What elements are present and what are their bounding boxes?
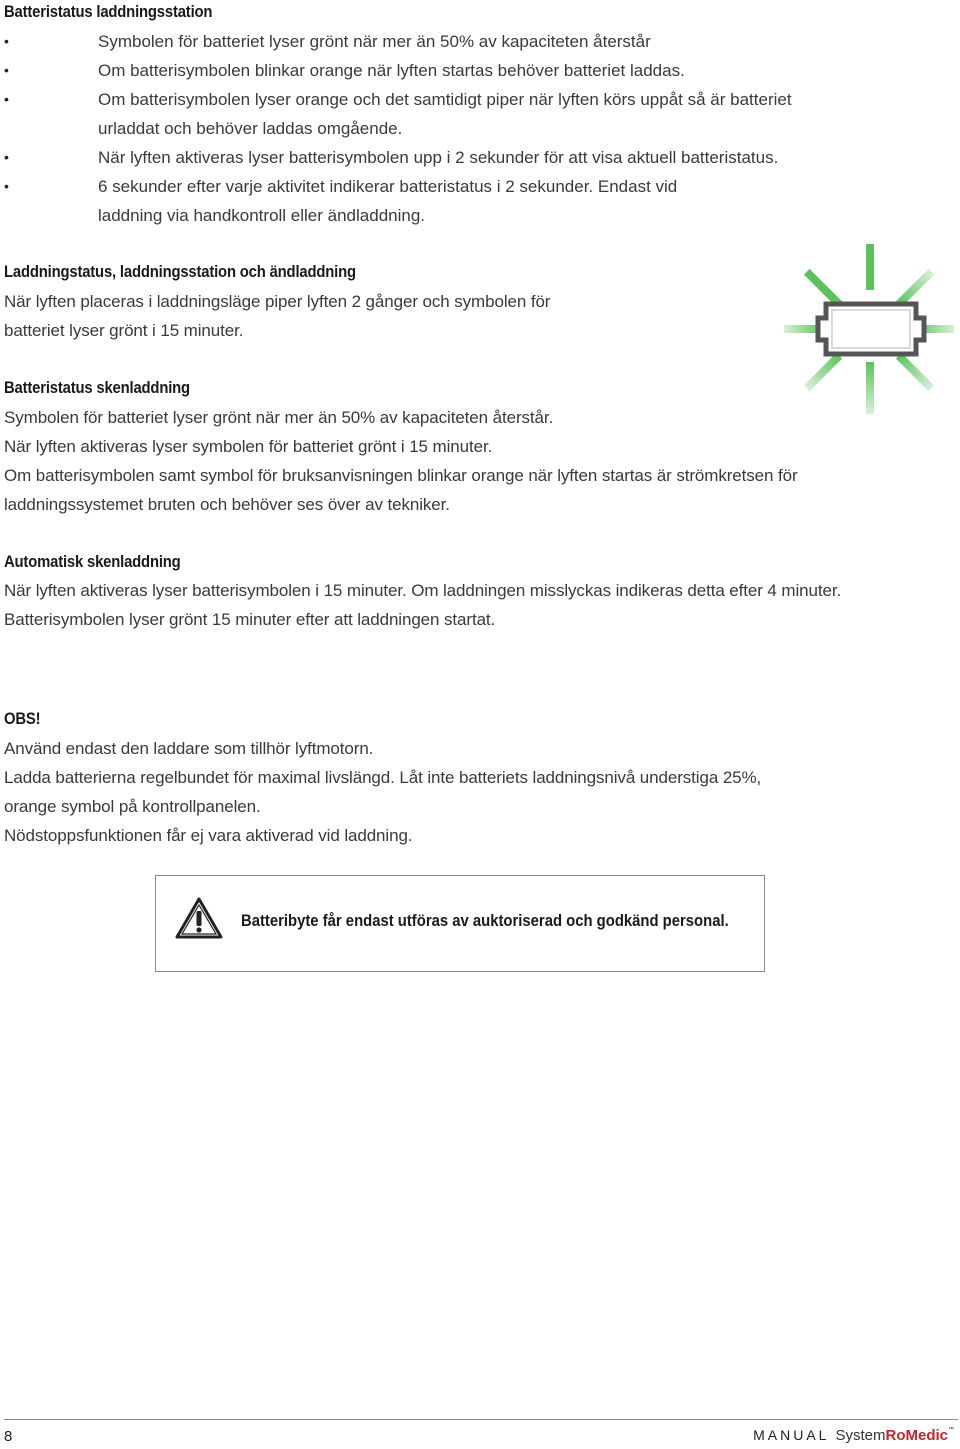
bullet-marker: • — [4, 33, 9, 49]
bullet-text: Symbolen för batteriet lyser grönt när mer än 50% av kapaciteten återstår — [98, 32, 651, 51]
warning-box — [155, 875, 765, 972]
section-heading-auto-rail-charging: Automatisk skenladdning — [4, 553, 181, 571]
section-heading-charging-status: Laddningstatus, laddningsstation och ändladdning — [4, 263, 356, 281]
bullet-text: laddning via handkontroll eller ändladdning. — [98, 206, 426, 225]
paragraph-line: Om batterisymbolen samt symbol för bruksanvisningen blinkar orange när lyften startas är strömkretsen för — [4, 466, 798, 485]
bullet-text: Om batterisymbolen blinkar orange när lyften startas behöver batteriet laddas. — [98, 61, 685, 80]
bullet-text: urladdat och behöver laddas omgående. — [98, 119, 403, 138]
paragraph-line: Använd endast den laddare som tillhör lyftmotorn. — [4, 739, 374, 758]
section-heading-rail-charging: Batteristatus skenladdning — [4, 379, 190, 397]
paragraph-line: laddningssystemet bruten och behöver ses över av tekniker. — [4, 495, 450, 514]
paragraph-line: orange symbol på kontrollpanelen. — [4, 797, 261, 816]
bullet-marker: • — [4, 62, 9, 78]
paragraph-line: batteriet lyser grönt i 15 minuter. — [4, 321, 244, 340]
bullet-marker: • — [4, 178, 9, 194]
trademark-symbol: ™ — [948, 1427, 954, 1433]
paragraph-line: Batterisymbolen lyser grönt 15 minuter efter att laddningen startat. — [4, 610, 496, 629]
paragraph-line: Nödstoppsfunktionen får ej vara aktiverad vid laddning. — [4, 826, 413, 845]
paragraph-line: När lyften placeras i laddningsläge piper lyften 2 gånger och symbolen för — [4, 292, 551, 311]
battery-glowing-icon — [780, 242, 958, 420]
brand-name-part1: System — [835, 1427, 886, 1444]
paragraph-line: Symbolen för batteriet lyser grönt när mer än 50% av kapaciteten återstår. — [4, 408, 554, 427]
bullet-text: Om batterisymbolen lyser orange och det samtidigt piper när lyften körs uppåt så är batteriet — [98, 90, 792, 109]
paragraph-line: När lyften aktiveras lyser batterisymbolen i 15 minuter. Om laddningen misslyckas indikeras detta efter 4 minuter. — [4, 581, 842, 600]
paragraph-line: När lyften aktiveras lyser symbolen för batteriet grönt i 15 minuter. — [4, 437, 493, 456]
paragraph-line: Ladda batterierna regelbundet för maximal livslängd. Låt inte batteriets laddningsnivå understiga 25%, — [4, 768, 762, 787]
warning-text: Batteribyte får endast utföras av auktoriserad och godkänd personal. — [241, 912, 729, 930]
warning-triangle-icon — [174, 896, 224, 940]
page-number: 8 — [4, 1428, 13, 1445]
bullet-text: När lyften aktiveras lyser batterisymbolen upp i 2 sekunder för att visa aktuell batteristatus. — [98, 148, 779, 167]
bullet-marker: • — [4, 91, 9, 107]
bullet-text: 6 sekunder efter varje aktivitet indikerar batteristatus i 2 sekunder. Endast vid — [98, 177, 678, 196]
manual-label: MANUAL — [753, 1427, 830, 1443]
section-heading-battery-status-station: Batteristatus laddningsstation — [4, 3, 213, 21]
footer-brand — [753, 1427, 954, 1444]
brand-name-part2: RoMedic — [885, 1427, 948, 1444]
obs-heading: OBS! — [4, 710, 41, 728]
footer-divider — [4, 1419, 958, 1420]
bullet-marker: • — [4, 149, 9, 165]
